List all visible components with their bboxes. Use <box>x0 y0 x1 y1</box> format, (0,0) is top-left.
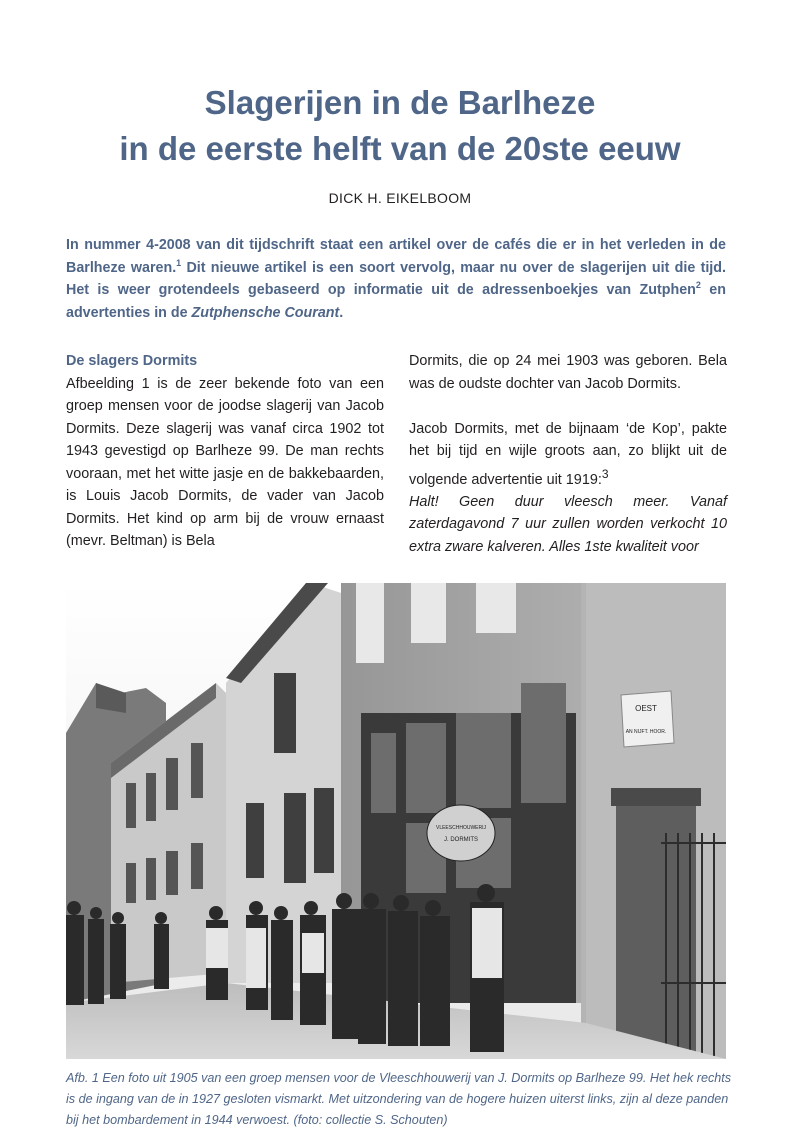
title-line-2: in de eerste helft van de 20ste eeuw <box>119 130 681 167</box>
author-byline: DICK H. EIKELBOOM <box>328 190 472 206</box>
shop-sign-line-1: VLEESCHHOUWERIJ <box>435 825 487 831</box>
footnote-ref-3: 3 <box>601 466 609 481</box>
left-column <box>66 350 384 553</box>
wall-notice-line-2: AN NIJFT. HOOR. <box>625 729 667 735</box>
intro-text-2: Dit nieuwe artikel is een soort vervolg, maar nu over de slagerijen uit die tijd. Het is weer grotendeels gebaseerd op informatie uit de adressenboekjes van Zutphen <box>66 259 726 298</box>
shop-sign-line-2: J. DORMITS <box>444 837 478 843</box>
intro-text-4: . <box>339 304 344 321</box>
historic-street-photo <box>66 583 726 1059</box>
footnote-ref-1: 1 <box>176 257 182 268</box>
article-title <box>0 80 800 172</box>
advertisement-quote: Halt! Geen duur vleesch meer. Vanaf zaterdagavond 7 uur zullen worden verkocht 10 extra zware kalveren. Alles 1ste kwaliteit voor <box>409 493 727 555</box>
right-column-para-1: Dormits, die op 24 mei 1903 was geboren. Bela was de oudste dochter van Jacob Dormits. <box>409 353 727 392</box>
title-line-1: Slagerijen in de Barlheze <box>204 84 596 121</box>
intro-text-1: In nummer 4-2008 van dit tijdschrift staat een artikel over de cafés die er in het verleden in de Barlheze waren. <box>66 237 726 276</box>
wall-notice-line-1: OEST <box>635 704 657 713</box>
right-column <box>409 350 727 558</box>
section-heading: De slagers Dormits <box>66 353 198 369</box>
paragraph-gap <box>409 395 727 418</box>
footnote-ref-2: 2 <box>695 280 701 291</box>
photo-caption: Afb. 1 Een foto uit 1905 van een groep mensen voor de Vleeschhouwerij van J. Dormits op Barlheze 99. Het hek rechts is de ingang van de in 1927 gesloten vismarkt. Met uitzondering van de hogere huizen uiterst links, zijn al deze panden bij het bombardement in 1944 verwoest. (foto: collectie S. Schouten) <box>66 1071 732 1127</box>
newspaper-name: Zutphensche Courant <box>191 304 340 321</box>
left-column-text: Afbeelding 1 is de zeer bekende foto van een groep mensen voor de joodse slagerij van Jacob Dormits. Deze slagerij was vanaf circa 1902 tot 1943 gevestigd op Barlheze 99. De man rechts vooraan, met het witte jasje en de bakkebaarden, is Louis Jacob Dormits, de vader van Jacob Dormits. Het kind op arm bij de vrouw ernaast (mevr. Beltman) is Bela <box>66 375 384 549</box>
intro-text-3: en advertenties in de <box>66 282 726 321</box>
right-column-para-2-text: Jacob Dormits, met de bijnaam ‘de Kop’, pakte het bij tijd en wijle groots aan, zo blijkt uit de volgende advertentie uit 1919: <box>409 420 727 488</box>
photo-illustration <box>66 583 726 1059</box>
intro-paragraph <box>66 234 726 324</box>
right-column-para-2 <box>409 418 727 491</box>
